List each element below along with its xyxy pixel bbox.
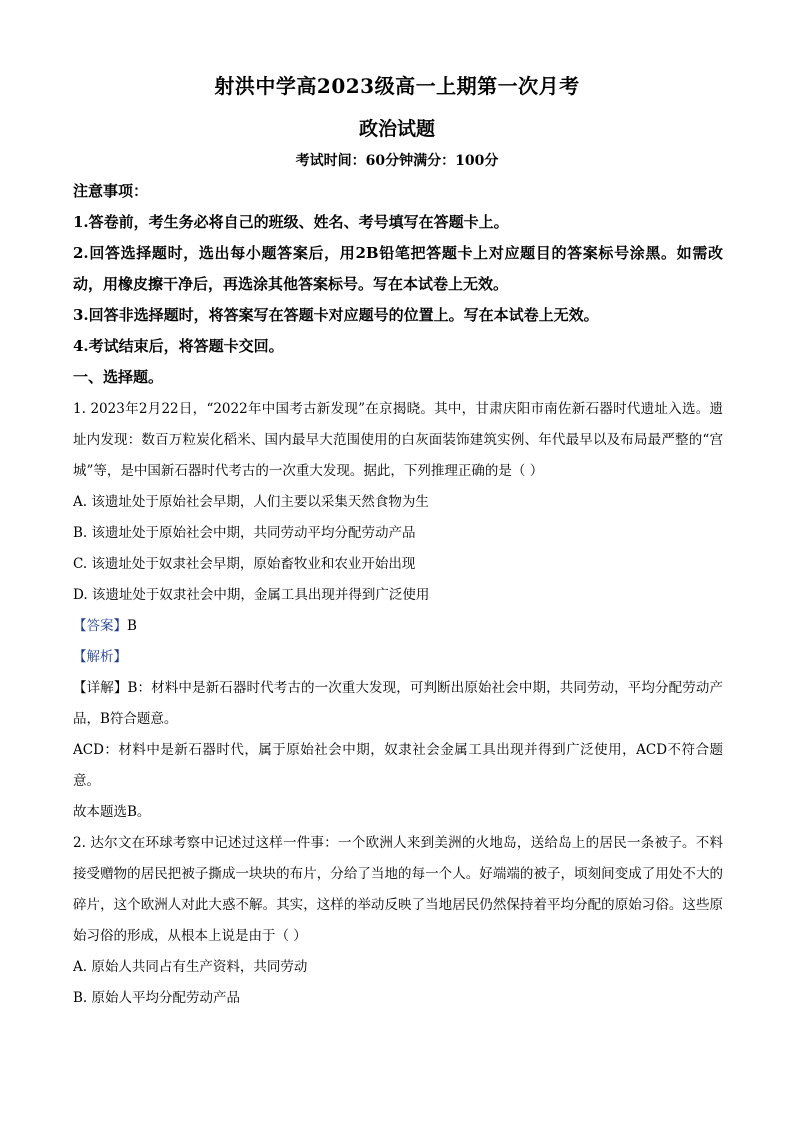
question-stem: 2. 达尔文在环球考察中记述过这样一件事：一个欧洲人来到美洲的火地岛，送给岛上的居民一条被子。不料接受赠物的居民把被子撕成一块块的布片，分给了当地的每一个人。好端端的被子，顷刻间变成了用处不大的碎片，这个欧洲人对此大惑不解。其实，这样的举动反映了当地居民仍然保持着平均分配的原始习俗。这些原始习俗的形成，从根本上说是由于（ ） (73, 835, 723, 944)
notice-item-2: 2.回答选择题时，选出每小题答案后，用2B铅笔把答题卡上对应题目的答案标号涂黑。如需改动，用橡皮擦干净后，再选涂其他答案标号。写在本试卷上无效。 (73, 244, 723, 293)
detail-label: 【详解】 (73, 680, 128, 696)
exam-title: 射洪中学高2023级高一上期第一次月考 (214, 74, 580, 98)
answer-value: B (127, 618, 137, 634)
option-b: B. 该遗址处于原始社会中期，共同劳动平均分配劳动产品 (73, 525, 416, 541)
analysis-label: 【解析】 (73, 649, 127, 665)
option-a: A. 该遗址处于原始社会早期，人们主要以采集天然食物为生 (73, 494, 429, 510)
conclusion-line: 故本题选B。 (73, 804, 151, 820)
exam-time-info: 考试时间：60分钟满分：100分 (295, 153, 499, 169)
question-stem: 1. 2023年2月22日，“2022年中国考古新发现”在京揭晓。其中，甘肃庆阳市南佐新石器时代遗址入选。遗址内发现：数百万粒炭化稻米、国内最早大范围使用的白灰面装饰建筑实例、年代最早以及布局最严整的“宫城”等，是中国新石器时代考古的一次重大发现。据此，下列推理正确的是（ ） (73, 401, 723, 479)
option-b: B. 原始人平均分配劳动产品 (73, 990, 241, 1006)
section-heading: 一、选择题。 (73, 368, 164, 386)
detail-text: B：材料中是新石器时代考古的一次重大发现，可判断出原始社会中期，共同劳动，平均分配劳动产品，B符合题意。 (73, 680, 724, 727)
notice-item-1: 1.答卷前，考生务必将自己的班级、姓名、考号填写在答题卡上。 (73, 213, 509, 231)
answer-label: 【答案】 (73, 618, 127, 634)
option-c: C. 该遗址处于奴隶社会早期，原始畜牧业和农业开始出现 (73, 556, 416, 572)
notice-section (73, 176, 723, 393)
notice-item-4: 4.考试结束后，将答题卡交回。 (73, 337, 284, 355)
answer-line (73, 611, 723, 642)
question-1 (73, 394, 723, 828)
question-2 (73, 828, 723, 1014)
option-a: A. 原始人共同占有生产资料，共同劳动 (73, 959, 308, 975)
option-d: D. 该遗址处于奴隶社会中期，金属工具出现并得到广泛使用 (73, 587, 430, 603)
detail-paragraph-2: ACD：材料中是新石器时代，属于原始社会中期，奴隶社会金属工具出现并得到广泛使用，ACD不符合题意。 (73, 742, 723, 789)
exam-subject: 政治试题 (358, 118, 435, 140)
notice-item-3: 3.回答非选择题时，将答案写在答题卡对应题号的位置上。写在本试卷上无效。 (73, 306, 599, 324)
detail-paragraph (73, 673, 723, 735)
analysis-line (73, 642, 723, 673)
notice-heading: 注意事项： (73, 182, 149, 200)
